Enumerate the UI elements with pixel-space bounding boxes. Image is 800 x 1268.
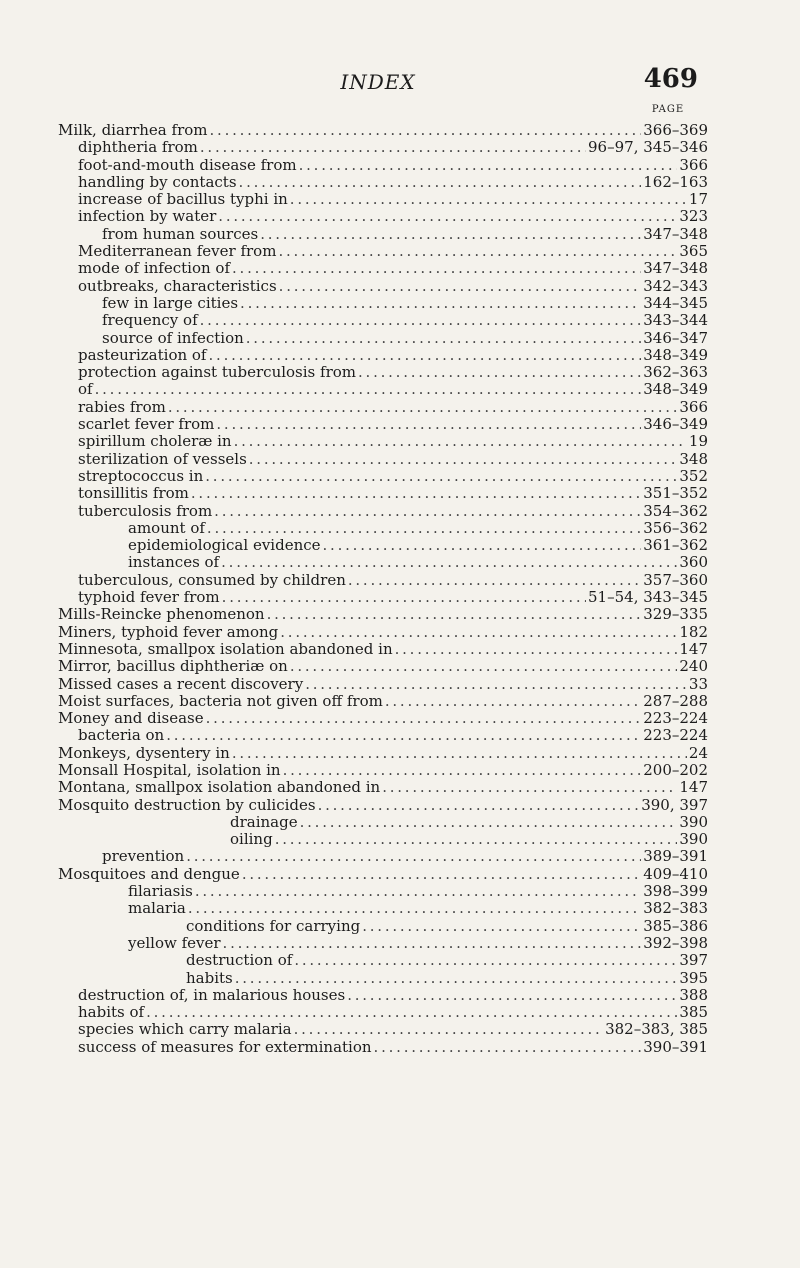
entry-pages: 382–383, 385	[605, 1020, 708, 1039]
entry-pages: 162–163	[643, 172, 708, 191]
entry-pages: 182	[679, 622, 708, 641]
index-entry	[58, 727, 708, 744]
index-entry	[58, 1039, 708, 1056]
dot-leader	[214, 503, 641, 520]
dot-leader	[232, 745, 687, 762]
entry-term: tuberculous, consumed by children	[78, 570, 346, 589]
index-entry	[58, 537, 708, 554]
index-entry	[58, 814, 708, 831]
entry-term: Missed cases a recent discovery	[58, 674, 304, 693]
entry-pages: 348	[679, 449, 708, 468]
dot-leader	[299, 157, 678, 174]
entry-pages: 361–362	[643, 536, 708, 555]
dot-leader	[168, 399, 678, 416]
index-entry	[58, 485, 708, 502]
dot-leader	[200, 312, 642, 329]
dot-leader	[323, 537, 642, 554]
entry-term: tuberculosis from	[78, 501, 213, 520]
entry-pages: 223–224	[643, 726, 708, 745]
entry-pages: 351–352	[643, 484, 708, 503]
entry-term: oiling	[230, 830, 273, 849]
dot-leader	[348, 572, 641, 589]
entry-pages: 366	[679, 397, 708, 416]
dot-leader	[278, 243, 677, 260]
index-entry	[58, 745, 708, 762]
dot-leader	[186, 848, 641, 865]
entry-term: tonsillitis from	[78, 484, 189, 503]
entry-pages: 389–391	[643, 847, 708, 866]
entry-term: drainage	[230, 812, 298, 831]
entry-term: habits of	[78, 1003, 145, 1022]
index-entry	[58, 831, 708, 848]
entry-pages: 346–347	[643, 328, 708, 347]
dot-leader	[222, 589, 586, 606]
entry-term: handling by contacts	[78, 172, 237, 191]
entry-pages: 390	[679, 830, 708, 849]
entry-term: Minnesota, smallpox isolation abandoned in	[58, 639, 393, 658]
entry-term: few in large cities	[102, 293, 239, 312]
dot-leader	[223, 935, 642, 952]
index-entry	[58, 312, 708, 329]
index-entry	[58, 520, 708, 537]
entry-term: conditions for carrying	[186, 916, 361, 935]
dot-leader	[395, 641, 678, 658]
entry-pages: 362–363	[643, 363, 708, 382]
index-entry	[58, 226, 708, 243]
entry-term: bacteria on	[78, 726, 165, 745]
entry-pages: 390	[679, 812, 708, 831]
index-entry	[58, 208, 708, 225]
index-entry	[58, 174, 708, 191]
entry-pages: 24	[688, 743, 708, 762]
entry-term: Money and disease	[58, 709, 204, 728]
index-entry	[58, 364, 708, 381]
index-entry	[58, 779, 708, 796]
dot-leader	[205, 468, 677, 485]
dot-leader	[240, 295, 641, 312]
entry-term: Mirror, bacillus diphtheriæ on	[58, 657, 288, 676]
dot-leader	[358, 364, 641, 381]
entry-term: habits	[186, 968, 233, 987]
dot-leader	[209, 347, 642, 364]
entry-term: yellow fever	[128, 933, 221, 952]
entry-term: amount of	[128, 518, 205, 537]
entry-pages: 17	[688, 190, 708, 209]
entry-term: spirillum choleræ in	[78, 432, 232, 451]
entry-term: infection by water	[78, 207, 217, 226]
entry-term: Mosquitoes and dengue	[58, 864, 240, 883]
dot-leader	[191, 485, 641, 502]
entry-term: frequency of	[102, 311, 198, 330]
index-entry	[58, 572, 708, 589]
entry-term: species which carry malaria	[78, 1020, 292, 1039]
index-entry	[58, 554, 708, 571]
entry-pages: 147	[679, 778, 708, 797]
entry-term: Miners, typhoid fever among	[58, 622, 279, 641]
index-entry	[58, 278, 708, 295]
dot-leader	[290, 191, 687, 208]
dot-leader	[362, 918, 641, 935]
entry-pages: 348–349	[643, 380, 708, 399]
dot-leader	[382, 779, 677, 796]
index-entry	[58, 693, 708, 710]
index-entry	[58, 710, 708, 727]
dot-leader	[294, 1021, 603, 1038]
entry-term: foot-and-mouth disease from	[78, 155, 297, 174]
index-entry	[58, 624, 708, 641]
entry-term: malaria	[128, 899, 186, 918]
index-entry	[58, 416, 708, 433]
entry-pages: 385	[679, 1003, 708, 1022]
page-number: 469	[643, 64, 698, 94]
entry-term: Montana, smallpox isolation abandoned in	[58, 778, 381, 797]
entry-term: Moist surfaces, bacteria not given off from	[58, 691, 383, 710]
dot-leader	[195, 883, 641, 900]
entry-pages: 354–362	[643, 501, 708, 520]
dot-leader	[318, 797, 640, 814]
index-entry	[58, 883, 708, 900]
entry-pages: 390, 397	[641, 795, 708, 814]
entry-pages: 390–391	[643, 1037, 708, 1056]
entry-pages: 388	[679, 985, 708, 1004]
index-entry	[58, 347, 708, 364]
dot-leader	[216, 416, 641, 433]
index-entry	[58, 295, 708, 312]
entry-term: Milk, diarrhea from	[58, 121, 208, 139]
dot-leader	[221, 554, 677, 571]
entry-term: scarlet fever from	[78, 415, 215, 434]
dot-leader	[235, 970, 678, 987]
dot-leader	[206, 710, 642, 727]
entry-pages: 347–348	[643, 259, 708, 278]
entry-term: Monkeys, dysentery in	[58, 743, 230, 762]
index-entry	[58, 503, 708, 520]
dot-leader	[290, 658, 678, 675]
dot-leader	[300, 814, 678, 831]
page-column-label: PAGE	[651, 104, 685, 115]
entry-pages: 409–410	[643, 864, 708, 883]
index-entry	[58, 658, 708, 675]
index-entry	[58, 606, 708, 623]
entry-pages: 323	[679, 207, 708, 226]
entry-pages: 329–335	[643, 605, 708, 624]
dot-leader	[305, 676, 687, 693]
index-entry	[58, 122, 708, 139]
dot-leader	[280, 624, 677, 641]
entry-term: source of infection	[102, 328, 244, 347]
index-entry	[58, 1004, 708, 1021]
entry-term: increase of bacillus typhi in	[78, 190, 288, 209]
entry-term: Mosquito destruction by culicides	[58, 795, 316, 814]
dot-leader	[242, 866, 641, 883]
dot-leader	[283, 762, 642, 779]
entry-pages: 398–399	[643, 882, 708, 901]
dot-leader	[267, 606, 642, 623]
running-head	[58, 64, 698, 104]
dot-leader	[218, 208, 677, 225]
dot-leader	[275, 831, 678, 848]
index-entry	[58, 260, 708, 277]
index-entry	[58, 191, 708, 208]
entry-pages: 392–398	[643, 933, 708, 952]
entry-term: typhoid fever from	[78, 588, 220, 607]
entry-pages: 344–345	[643, 293, 708, 312]
entry-pages: 96–97, 345–346	[588, 138, 708, 157]
dot-leader	[95, 381, 642, 398]
entry-pages: 343–344	[643, 311, 708, 330]
dot-leader	[200, 139, 586, 156]
dot-leader	[210, 122, 642, 139]
dot-leader	[374, 1039, 642, 1056]
dot-leader	[188, 900, 641, 917]
entry-pages: 223–224	[643, 709, 708, 728]
index-entry	[58, 970, 708, 987]
dot-leader	[279, 278, 642, 295]
entry-pages: 348–349	[643, 345, 708, 364]
index-entry	[58, 797, 708, 814]
entry-term: mode of infection of	[78, 259, 231, 278]
index-entry	[58, 900, 708, 917]
index-entry	[58, 451, 708, 468]
entry-term: destruction of, in malarious houses	[78, 985, 346, 1004]
entry-pages: 357–360	[643, 570, 708, 589]
entry-term: of	[78, 380, 93, 399]
entry-term: epidemiological evidence	[128, 536, 321, 555]
dot-leader	[385, 693, 641, 710]
index-entry	[58, 866, 708, 883]
entry-pages: 347–348	[643, 224, 708, 243]
entry-pages: 352	[679, 466, 708, 485]
entry-pages: 366	[679, 155, 708, 174]
running-title: INDEX	[340, 70, 416, 94]
entry-term: outbreaks, characteristics	[78, 276, 277, 295]
index-entry	[58, 952, 708, 969]
entry-pages: 365	[679, 242, 708, 261]
entry-pages: 346–349	[643, 415, 708, 434]
index-entry	[58, 399, 708, 416]
entry-pages: 397	[679, 951, 708, 970]
entry-pages: 382–383	[643, 899, 708, 918]
entry-term: diphtheria from	[78, 138, 198, 157]
index-entry	[58, 330, 708, 347]
index-entry	[58, 243, 708, 260]
entry-pages: 366–369	[643, 121, 708, 139]
index-entry	[58, 676, 708, 693]
entry-term: Mills-Reincke phenomenon	[58, 605, 265, 624]
index-entries	[58, 122, 708, 1056]
dot-leader	[232, 260, 641, 277]
dot-leader	[347, 987, 677, 1004]
dot-leader	[249, 451, 678, 468]
entry-pages: 19	[688, 432, 708, 451]
index-entry	[58, 468, 708, 485]
dot-leader	[166, 727, 641, 744]
entry-term: Mediterranean fever from	[78, 242, 277, 261]
entry-term: filariasis	[128, 882, 193, 901]
dot-leader	[260, 226, 641, 243]
entry-term: success of measures for extermination	[78, 1037, 372, 1056]
entry-term: streptococcus in	[78, 466, 204, 485]
entry-pages: 356–362	[643, 518, 708, 537]
index-entry	[58, 139, 708, 156]
entry-term: sterilization of vessels	[78, 449, 247, 468]
entry-pages: 240	[679, 657, 708, 676]
dot-leader	[294, 952, 677, 969]
dot-leader	[234, 433, 687, 450]
index-entry	[58, 848, 708, 865]
entry-term: instances of	[128, 553, 220, 572]
entry-pages: 200–202	[643, 760, 708, 779]
entry-pages: 287–288	[643, 691, 708, 710]
dot-leader	[146, 1004, 677, 1021]
entry-term: pasteurization of	[78, 345, 207, 364]
index-entry	[58, 987, 708, 1004]
entry-pages: 395	[679, 968, 708, 987]
index-entry	[58, 935, 708, 952]
entry-term: Monsall Hospital, isolation in	[58, 760, 281, 779]
entry-pages: 360	[679, 553, 708, 572]
index-entry	[58, 762, 708, 779]
entry-term: from human sources	[102, 224, 259, 243]
entry-term: protection against tuberculosis from	[78, 363, 356, 382]
index-entry	[58, 157, 708, 174]
dot-leader	[207, 520, 641, 537]
index-entry	[58, 381, 708, 398]
entry-pages: 51–54, 343–345	[588, 588, 708, 607]
entry-pages: 33	[688, 674, 708, 693]
dot-leader	[246, 330, 641, 347]
entry-pages: 342–343	[643, 276, 708, 295]
entry-term: rabies from	[78, 397, 166, 416]
dot-leader	[239, 174, 642, 191]
index-entry	[58, 433, 708, 450]
entry-pages: 147	[679, 639, 708, 658]
index-entry	[58, 589, 708, 606]
entry-term: destruction of	[186, 951, 293, 970]
index-entry	[58, 641, 708, 658]
entry-pages: 385–386	[643, 916, 708, 935]
index-entry	[58, 1021, 708, 1038]
index-entry	[58, 918, 708, 935]
entry-term: prevention	[102, 847, 185, 866]
